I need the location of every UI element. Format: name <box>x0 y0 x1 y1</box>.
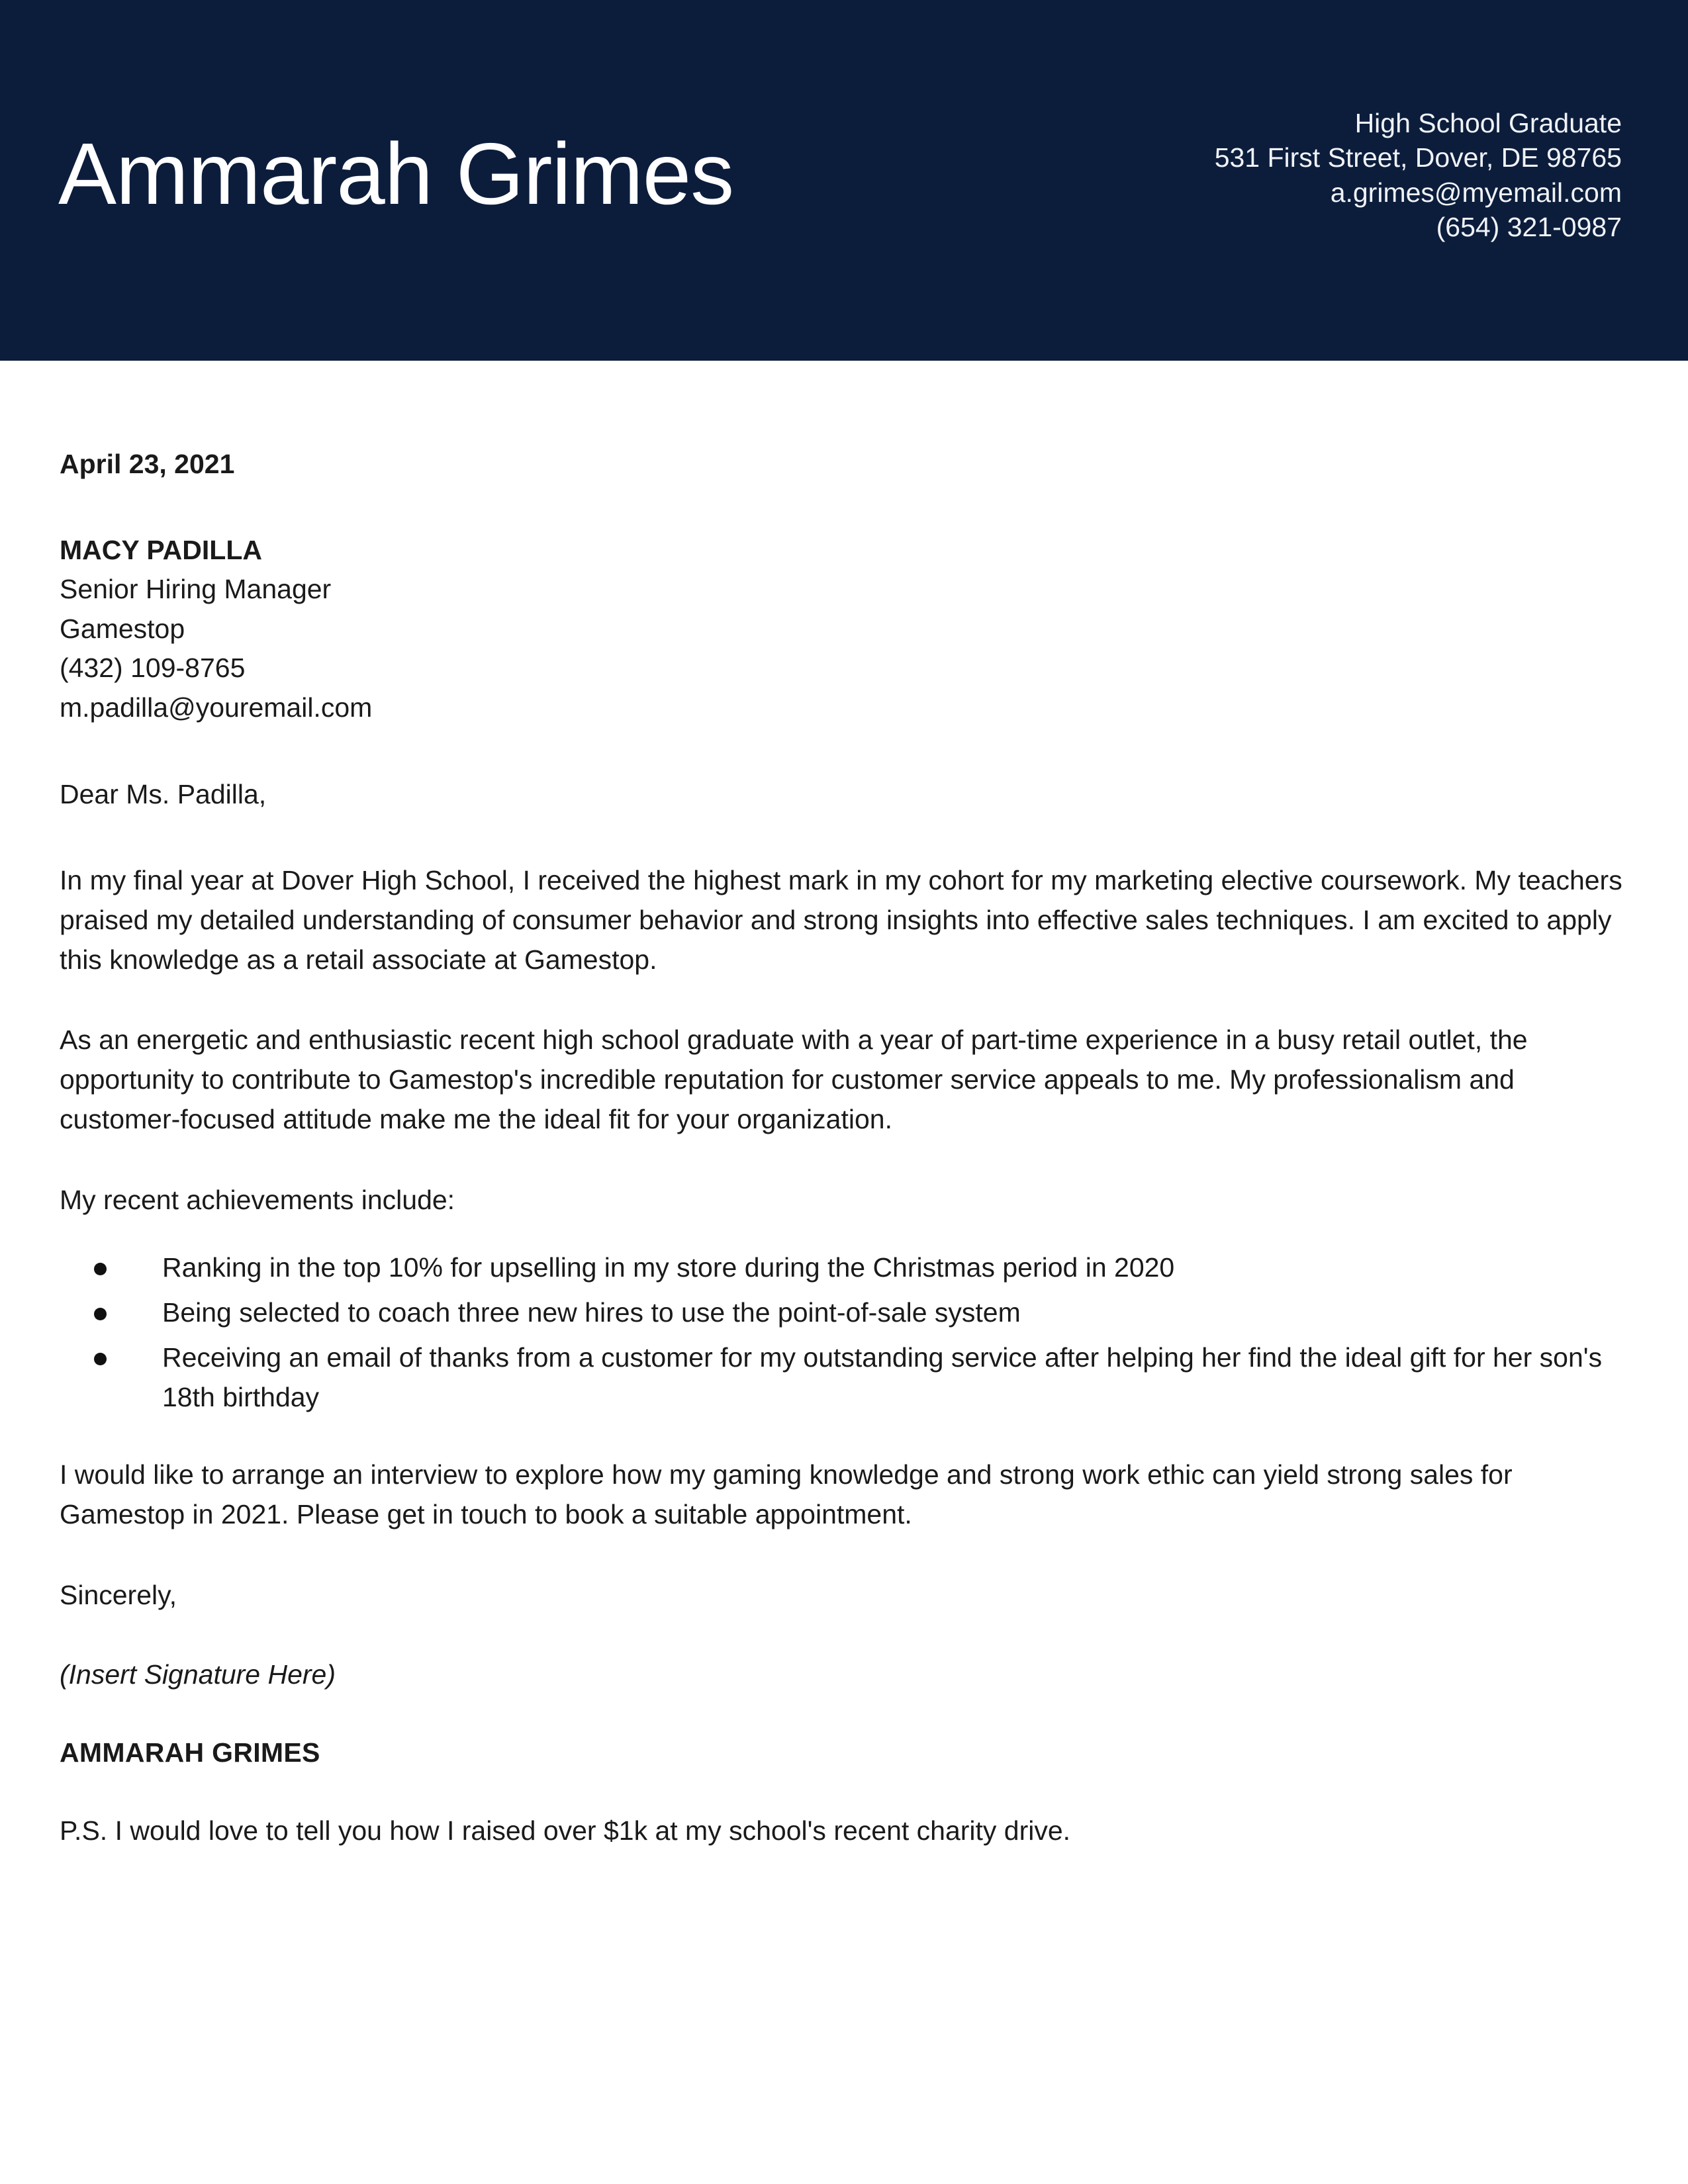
recipient-phone: (432) 109-8765 <box>60 653 246 684</box>
contact-address: 531 First Street, Dover, DE 98765 <box>1214 142 1622 173</box>
postscript: P.S. I would love to tell you how I raised over $1k at my school's recent charity drive. <box>60 1815 1071 1846</box>
sign-off: Sincerely, <box>60 1580 177 1611</box>
achievement-text: Being selected to coach three new hires to use the point-of-sale system <box>162 1297 1021 1328</box>
contact-info-block <box>1215 106 1622 245</box>
recipient-company: Gamestop <box>60 613 185 644</box>
recipient-block <box>60 531 1632 727</box>
bullet-dot-icon <box>94 1353 107 1365</box>
recipient-title: Senior Hiring Manager <box>60 574 332 605</box>
bullet-dot-icon <box>94 1263 107 1275</box>
signature-placeholder: (Insert Signature Here) <box>60 1659 336 1690</box>
recipient-name: MACY PADILLA <box>60 534 262 565</box>
header-banner <box>0 0 1688 361</box>
achievements-lead-in: My recent achievements include: <box>60 1185 455 1216</box>
recipient-email: m.padilla@youremail.com <box>60 692 373 723</box>
contact-email: a.grimes@myemail.com <box>1330 177 1622 208</box>
bullet-dot-icon <box>94 1308 107 1320</box>
body-paragraph-3: I would like to arrange an interview to explore how my gaming knowledge and strong work ethic can yield strong sales for Gamestop in 2021. Please get in touch to book a suitable appointment. <box>60 1459 1513 1530</box>
contact-phone: (654) 321-0987 <box>1436 211 1622 242</box>
body-paragraph-1: In my final year at Dover High School, I received the highest mark in my cohort for my marketing elective coursework. My teachers praised my detailed understanding of consumer behavior and strong insights into effective sales techniques. I am excited to apply this knowledge as a retail associate at Gamestop. <box>60 864 1622 975</box>
achievements-list <box>60 1248 1632 1417</box>
letter-date: April 23, 2021 <box>60 449 235 479</box>
achievement-item <box>60 1338 1632 1418</box>
letter-body <box>60 445 1632 1851</box>
contact-job-title: High School Graduate <box>1354 107 1622 138</box>
signer-name: AMMARAH GRIMES <box>60 1737 320 1768</box>
candidate-name: Ammarah Grimes <box>58 125 734 223</box>
body-paragraph-2: As an energetic and enthusiastic recent high school graduate with a year of part-time experience in a busy retail outlet, the opportunity to contribute to Gamestop's incredible reputation for customer service appeals to me. My professionalism and customer-focused attitude make me the ideal fit for your organization. <box>60 1024 1528 1135</box>
salutation: Dear Ms. Padilla, <box>60 779 267 810</box>
achievement-text: Receiving an email of thanks from a customer for my outstanding service after helping her find the ideal gift for her son's 18th birthday <box>162 1342 1603 1412</box>
achievement-item <box>60 1293 1632 1333</box>
achievement-text: Ranking in the top 10% for upselling in my store during the Christmas period in 2020 <box>162 1251 1175 1283</box>
achievement-item <box>60 1248 1632 1288</box>
